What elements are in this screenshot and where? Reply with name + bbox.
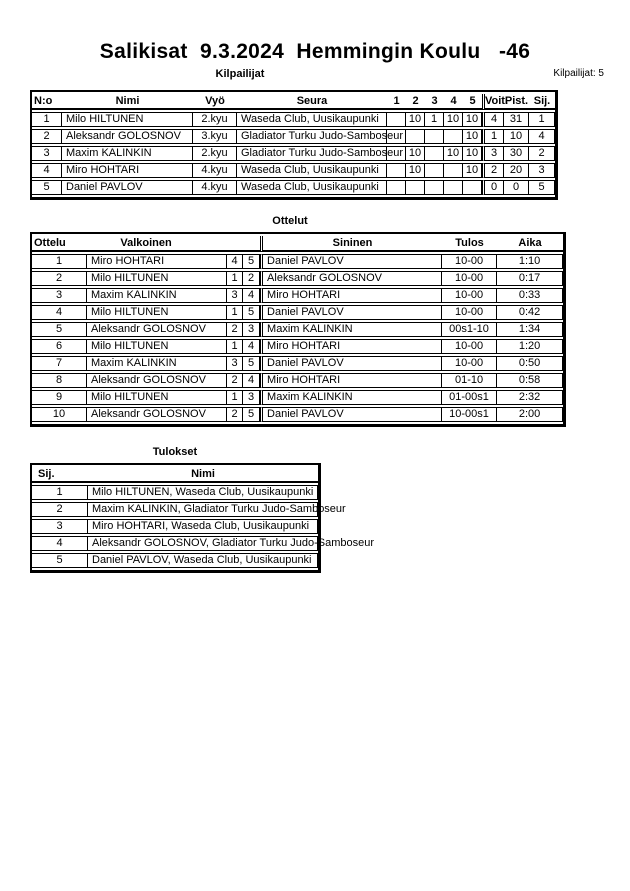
cell-blue-no: 5 — [243, 305, 260, 320]
col-header-blue: Sininen — [260, 236, 442, 252]
col-header-belt: Vyö — [193, 94, 237, 110]
cell-blue-name: Maxim KALINKIN — [260, 390, 442, 405]
cell-place: 3 — [529, 163, 555, 178]
cell-result: 10-00 — [442, 271, 497, 286]
cell-blue-no: 3 — [243, 390, 260, 405]
cell-score-4 — [444, 129, 463, 144]
cell-white-name: Aleksandr GOLOSNOV — [87, 407, 227, 422]
col-header-opp-1: 1 — [387, 94, 406, 110]
cell-name: Aleksandr GOLOSNOV — [62, 129, 193, 144]
cell-blue-no: 4 — [243, 288, 260, 303]
cell-score-3 — [425, 129, 444, 144]
cell-score-2: 10 — [406, 146, 425, 161]
col-header-name: Nimi — [62, 94, 193, 110]
col-header-place: Sij. — [32, 467, 88, 483]
section-title-competitors: Kilpailijat — [215, 68, 265, 80]
cell-result: 10-00 — [442, 339, 497, 354]
cell-score-3 — [425, 146, 444, 161]
cell-match-no: 3 — [32, 288, 87, 303]
cell-result: 10-00 — [442, 288, 497, 303]
table-row — [32, 536, 318, 551]
col-header-wins: Voit. — [482, 94, 504, 110]
cell-name: Maxim KALINKIN — [62, 146, 193, 161]
cell-club: Waseda Club, Uusikaupunki — [237, 112, 387, 127]
cell-blue-name: Daniel PAVLOV — [260, 254, 442, 269]
competitors-count-label: Kilpailijat: 5 — [553, 68, 604, 79]
cell-score-5: 10 — [463, 112, 482, 127]
col-header-result: Tulos — [442, 236, 497, 252]
cell-white-no: 1 — [227, 339, 243, 354]
table-row — [32, 356, 563, 371]
cell-blue-name: Aleksandr GOLOSNOV — [260, 271, 442, 286]
cell-no: 2 — [32, 129, 62, 144]
matches-header-row — [32, 236, 563, 252]
cell-score-1 — [387, 163, 406, 178]
cell-wins: 4 — [482, 112, 504, 127]
table-row — [32, 305, 563, 320]
col-header-name: Nimi — [88, 467, 318, 483]
table-row — [32, 271, 563, 286]
cell-points: 0 — [504, 180, 529, 195]
cell-blue-name: Miro HOHTARI — [260, 288, 442, 303]
competitors-table — [30, 90, 558, 200]
table-row — [32, 407, 563, 422]
cell-no: 4 — [32, 163, 62, 178]
cell-white-no: 1 — [227, 271, 243, 286]
cell-blue-name: Miro HOHTARI — [260, 339, 442, 354]
cell-white-no: 4 — [227, 254, 243, 269]
cell-time: 1:20 — [497, 339, 563, 354]
cell-score-2: 10 — [406, 163, 425, 178]
cell-club: Gladiator Turku Judo-Samboseur — [237, 146, 387, 161]
cell-blue-no: 3 — [243, 322, 260, 337]
cell-time: 0:33 — [497, 288, 563, 303]
cell-place: 1 — [32, 485, 88, 500]
cell-match-no: 8 — [32, 373, 87, 388]
cell-no: 5 — [32, 180, 62, 195]
cell-score-3 — [425, 180, 444, 195]
cell-result: 00s1-10 — [442, 322, 497, 337]
cell-name: Miro HOHTARI, Waseda Club, Uusikaupunki — [88, 519, 318, 534]
cell-white-no: 3 — [227, 288, 243, 303]
competitors-header-row — [32, 94, 555, 110]
table-row — [32, 553, 318, 568]
cell-belt: 2.kyu — [193, 146, 237, 161]
cell-wins: 3 — [482, 146, 504, 161]
cell-match-no: 5 — [32, 322, 87, 337]
cell-match-no: 7 — [32, 356, 87, 371]
cell-result: 01-10 — [442, 373, 497, 388]
cell-score-5: 10 — [463, 146, 482, 161]
cell-time: 0:17 — [497, 271, 563, 286]
col-header-opp-3: 3 — [425, 94, 444, 110]
cell-white-no: 2 — [227, 407, 243, 422]
cell-time: 1:34 — [497, 322, 563, 337]
results-table — [30, 463, 375, 573]
cell-result: 10-00 — [442, 305, 497, 320]
cell-score-4: 10 — [444, 112, 463, 127]
cell-score-3 — [425, 163, 444, 178]
cell-white-name: Aleksandr GOLOSNOV — [87, 322, 227, 337]
cell-time: 0:50 — [497, 356, 563, 371]
cell-score-4: 10 — [444, 146, 463, 161]
col-header-time: Aika — [497, 236, 563, 252]
table-row — [32, 339, 563, 354]
cell-name: Maxim KALINKIN, Gladiator Turku Judo-Samboseur — [88, 502, 318, 517]
cell-place: 2 — [529, 146, 555, 161]
table-row — [32, 373, 563, 388]
cell-points: 20 — [504, 163, 529, 178]
cell-white-name: Milo HILTUNEN — [87, 271, 227, 286]
page-title: Salikisat 9.3.2024 Hemmingin Koulu -46 — [99, 40, 531, 63]
cell-wins: 0 — [482, 180, 504, 195]
cell-match-no: 1 — [32, 254, 87, 269]
cell-blue-no: 4 — [243, 373, 260, 388]
cell-time: 2:32 — [497, 390, 563, 405]
cell-match-no: 2 — [32, 271, 87, 286]
cell-points: 31 — [504, 112, 529, 127]
cell-points: 30 — [504, 146, 529, 161]
table-row — [32, 288, 563, 303]
cell-wins: 1 — [482, 129, 504, 144]
cell-white-no: 1 — [227, 390, 243, 405]
section-title-matches: Ottelut — [272, 215, 308, 227]
cell-belt: 3.kyu — [193, 129, 237, 144]
cell-no: 1 — [32, 112, 62, 127]
cell-blue-name: Daniel PAVLOV — [260, 305, 442, 320]
table-row — [32, 129, 555, 144]
cell-name: Milo HILTUNEN, Waseda Club, Uusikaupunki — [88, 485, 318, 500]
cell-score-2 — [406, 180, 425, 195]
cell-score-4 — [444, 163, 463, 178]
table-row — [32, 180, 555, 195]
table-row — [32, 112, 555, 127]
cell-white-name: Miro HOHTARI — [87, 254, 227, 269]
cell-blue-name: Miro HOHTARI — [260, 373, 442, 388]
cell-blue-no: 2 — [243, 271, 260, 286]
cell-name: Miro HOHTARI — [62, 163, 193, 178]
cell-time: 2:00 — [497, 407, 563, 422]
cell-blue-name: Daniel PAVLOV — [260, 356, 442, 371]
cell-score-3: 1 — [425, 112, 444, 127]
cell-match-no: 10 — [32, 407, 87, 422]
table-row — [32, 519, 318, 534]
cell-white-no: 2 — [227, 373, 243, 388]
col-header-opp-5: 5 — [463, 94, 482, 110]
section-title-results: Tulokset — [152, 446, 198, 458]
cell-result: 10-00s1 — [442, 407, 497, 422]
cell-score-2: 10 — [406, 112, 425, 127]
cell-place: 1 — [529, 112, 555, 127]
col-header-club: Seura — [237, 94, 387, 110]
cell-match-no: 4 — [32, 305, 87, 320]
col-header-white: Valkoinen — [120, 237, 172, 249]
col-header-points: Pist. — [504, 94, 529, 110]
cell-wins: 2 — [482, 163, 504, 178]
cell-belt: 4.kyu — [193, 163, 237, 178]
cell-belt: 2.kyu — [193, 112, 237, 127]
table-row — [32, 163, 555, 178]
cell-club: Waseda Club, Uusikaupunki — [237, 163, 387, 178]
cell-blue-no: 4 — [243, 339, 260, 354]
cell-time: 0:58 — [497, 373, 563, 388]
cell-place: 4 — [32, 536, 88, 551]
cell-white-name: Maxim KALINKIN — [87, 288, 227, 303]
cell-white-name: Milo HILTUNEN — [87, 390, 227, 405]
cell-name: Aleksandr GOLOSNOV, Gladiator Turku Judo-Samboseur — [88, 536, 318, 551]
cell-white-no: 3 — [227, 356, 243, 371]
cell-match-no: 6 — [32, 339, 87, 354]
col-header-match: Ottelu — [34, 237, 66, 249]
table-row — [32, 146, 555, 161]
cell-place: 2 — [32, 502, 88, 517]
cell-blue-no: 5 — [243, 254, 260, 269]
cell-result: 01-00s1 — [442, 390, 497, 405]
cell-place: 5 — [32, 553, 88, 568]
cell-white-no: 1 — [227, 305, 243, 320]
table-row — [32, 502, 318, 517]
table-row — [32, 390, 563, 405]
cell-score-5: 10 — [463, 129, 482, 144]
cell-time: 1:10 — [497, 254, 563, 269]
cell-name: Milo HILTUNEN — [62, 112, 193, 127]
cell-place: 3 — [32, 519, 88, 534]
cell-name: Daniel PAVLOV, Waseda Club, Uusikaupunki — [88, 553, 318, 568]
col-header-opp-4: 4 — [444, 94, 463, 110]
cell-white-name: Aleksandr GOLOSNOV — [87, 373, 227, 388]
cell-score-4 — [444, 180, 463, 195]
cell-blue-no: 5 — [243, 407, 260, 422]
cell-score-2 — [406, 129, 425, 144]
matches-table — [30, 232, 566, 427]
cell-result: 10-00 — [442, 356, 497, 371]
cell-blue-name: Maxim KALINKIN — [260, 322, 442, 337]
cell-result: 10-00 — [442, 254, 497, 269]
cell-score-5 — [463, 180, 482, 195]
cell-score-1 — [387, 180, 406, 195]
cell-white-name: Maxim KALINKIN — [87, 356, 227, 371]
cell-score-1 — [387, 112, 406, 127]
col-header-opp-2: 2 — [406, 94, 425, 110]
col-header-match-white — [32, 236, 260, 252]
cell-no: 3 — [32, 146, 62, 161]
cell-points: 10 — [504, 129, 529, 144]
cell-place: 4 — [529, 129, 555, 144]
cell-blue-name: Daniel PAVLOV — [260, 407, 442, 422]
col-header-no: N:o — [32, 94, 62, 110]
cell-white-name: Milo HILTUNEN — [87, 305, 227, 320]
cell-score-5: 10 — [463, 163, 482, 178]
cell-white-name: Milo HILTUNEN — [87, 339, 227, 354]
table-row — [32, 485, 318, 500]
cell-club: Waseda Club, Uusikaupunki — [237, 180, 387, 195]
col-header-place: Sij. — [529, 94, 555, 110]
results-header-row — [32, 467, 318, 483]
cell-club: Gladiator Turku Judo-Samboseur — [237, 129, 387, 144]
cell-white-no: 2 — [227, 322, 243, 337]
cell-time: 0:42 — [497, 305, 563, 320]
cell-place: 5 — [529, 180, 555, 195]
cell-belt: 4.kyu — [193, 180, 237, 195]
cell-match-no: 9 — [32, 390, 87, 405]
cell-blue-no: 5 — [243, 356, 260, 371]
table-row — [32, 254, 563, 269]
cell-name: Daniel PAVLOV — [62, 180, 193, 195]
table-row — [32, 322, 563, 337]
